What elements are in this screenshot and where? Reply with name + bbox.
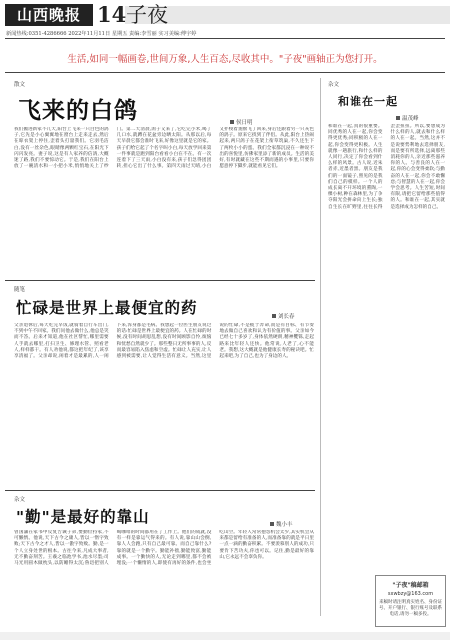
banner-rule (5, 72, 445, 73)
article1-author: 侯日明 (236, 120, 253, 126)
section-banner: 生活,如同一幅画卷,世间万象,人生百态,尽收其中。"子夜"画轴正为您打开。 (67, 54, 383, 65)
submission-title: "子夜"稿邮箱 (392, 582, 429, 589)
article1-byline (230, 118, 253, 126)
article3-body: 曾国藩在家书中反复告诫子弟,要勤俭持家,不可懒惰。他说,天下古今之庸人,皆以一惰字致败;天下古今之才人,皆以一傲字致败。勤,是一个人立身处世的根本。古往今来,凡成大事者,无不勤奋刻苦。王羲之临池学书,池水尽墨;司马光用圆木做枕头,以防睡得太沉;鲁迅把别人喝咖啡的时间都用在了工作上。他们的成就,没有一样是靠运气得来的。有人说,靠山山会倒,靠人人会跑,只有自己最可靠。而自己靠什么?靠的就是一个勤字。勤能补拙,勤能致富,勤能成事。一个勤快的人,无论走到哪里,都不会被埋没;一个懒惰的人,即使有再好的条件,也会坐吃山空。年轻人常常抱怨机会太少,其实机会从来都是留给有准备的人,而准备靠的就是平日里一点一滴的勤奋积累。不要羡慕别人的成功,只要肯下苦功夫,你也可以。记住,勤是最好的靠山,它永远不会辜负你。 (14, 530, 314, 567)
newspaper-logo: 山西晚报 (5, 4, 93, 26)
side-author: 温茂峰 (402, 116, 419, 122)
article1-body: 我们搬进新家不几天,阳台上飞来一只白色的鸽子,它先是小心翼翼地在窗台上走来走去,然后在晾衣架上停住,歪着头打量我们。它羽毛洁白,没有一丝杂色,眼睛像两颗红宝石,在阳光下闪闪发亮。妻子说,这是有人家养的信鸽,大概迷了路,我们不要惊动它。于是,我们在阳台上放了一碗清水和一小把小米,悄悄地关上了纱门。第二天清晨,鸽子又来了,它吃完小米,喝了几口水,就蹲在花盆旁边晒太阳。从那以后,每天早晨它都会准时飞来,好像这里就是它的家。孩子们给它起了个名字叫小白,每天放学回来第一件事就是跑到阳台看看小白在不在。有一次连着下了三天雨,小白没有来,孩子们急得团团转,担心它出了什么事。第四天雨过天晴,小白又扑棱着翅膀飞了回来,身后还跟着另一只灰色的鸽子。原来它找到了伴侣。从此,阳台上热闹起来,两只鸽子在花架上衔草筑巢,不久还生下了两枚小小的蛋。我们全家都沉浸在一种说不出的喜悦里,仿佛家里添了新的成员。生活的美好,有时就藏在这些不期而遇的小事里,只要你愿意停下脚步,就能看见它们。 (14, 127, 314, 170)
submission-email[interactable]: sxwbzy@163.com (387, 591, 434, 597)
article3-label: 杂文 (14, 497, 26, 503)
article2-body: 父亲退休后,每天吃完早饭,就骑着自行车出门,不到中午不回家。我们问他去做什么,他总是笑而不答。后来才知道,他在社区帮忙,哪里需要人手就去哪里,打扫卫生、修理水管、照看老人,样样都干。有人劝他说,都这把年纪了,该享享清福了。父亲却说,闲着才是最累的,人一闲下来,浑身都是毛病。我想起一位医生朋友说过的话:忙碌是世界上最便宜的药。人在忙碌的时候,没有时间胡思乱想,没有时间顾影自怜,烦恼和忧愁自然就少了。那些整日无所事事的人,反而最容易陷入焦虑和空虚。忙碌让人充实,让人感到被需要,让人觉得生活有意义。当然,这里说的忙碌,不是疲于奔命,而是有目标、有节奏地去做自己喜欢和认为有价值的事。父亲如今已经七十多岁了,身体依然硬朗,精神矍铄,走起路来比年轻人还快。他常说,人老了,心不能老。我想,这大概就是他健康长寿的秘诀吧。忙起来吧,为了自己,也为了身边的人。 (14, 323, 314, 360)
column-divider (320, 78, 321, 616)
section-band (125, 6, 450, 24)
article-separator-1 (5, 280, 315, 281)
article2-author: 刘长春 (278, 314, 295, 320)
submission-note: 来稿时请注明真实姓名、身份证号、开户银行、银行账号及联系电话,请勿一稿多投。 (379, 600, 442, 617)
page-bottom-strip (0, 632, 450, 640)
submission-box (375, 575, 446, 627)
side-title: 和谁在一起 (338, 95, 398, 108)
masthead-meta: 新闻热线:0351-4286666 2022年11月11日 星期五 责编:李雪丽 实习美编:傅宇婷 (6, 31, 197, 37)
article1-title: 飞来的白鸽 (18, 98, 138, 124)
article3-author: 魏小丰 (276, 522, 293, 528)
article1-label: 散文 (14, 82, 26, 88)
article2-label: 随笔 (14, 287, 26, 293)
article2-byline (272, 312, 295, 320)
article3-title: "勤"是最好的靠山 (16, 508, 150, 526)
side-byline (396, 114, 419, 122)
article3-byline (270, 520, 293, 528)
side-label: 杂文 (328, 82, 340, 88)
page-number: 14 (97, 2, 127, 27)
section-title: 子夜 (126, 3, 168, 27)
article-separator-2 (5, 490, 315, 491)
side-body: 和谁在一起,真的很重要。同优秀的人在一起,你会变得更优秀;同积极的人在一起,你会变得更积极。人生就像一趟旅行,和什么样的人同行,决定了你会看到什么样的风景。古人说,近朱者赤,近墨者黑。朋友是我们的一面镜子,照见的是我们自己的模样。一个人的成长离不开环境的熏陶,一棵小树,种在森林里,为了争夺阳光会拼命向上生长;独自生长在旷野里,往往长得歪歪扭扭。所以,要想成为什么样的人,就去和什么样的人在一起。当然,这并不是说要势利地去选择朋友,而是要有所选择,远离那些消耗你的人,亲近那些滋养你的人。与善良的人在一起,你的心会变得柔软;与勤奋的人在一起,你会不敢懈怠;与智慧的人在一起,你会学会思考。人生苦短,时间有限,请把它留给那些值得的人。和谁在一起,其实就是选择成为怎样的自己。 (328, 124, 445, 210)
masthead-rule (5, 38, 445, 39)
article2-title: 忙碌是世界上最便宜的药 (16, 299, 198, 317)
